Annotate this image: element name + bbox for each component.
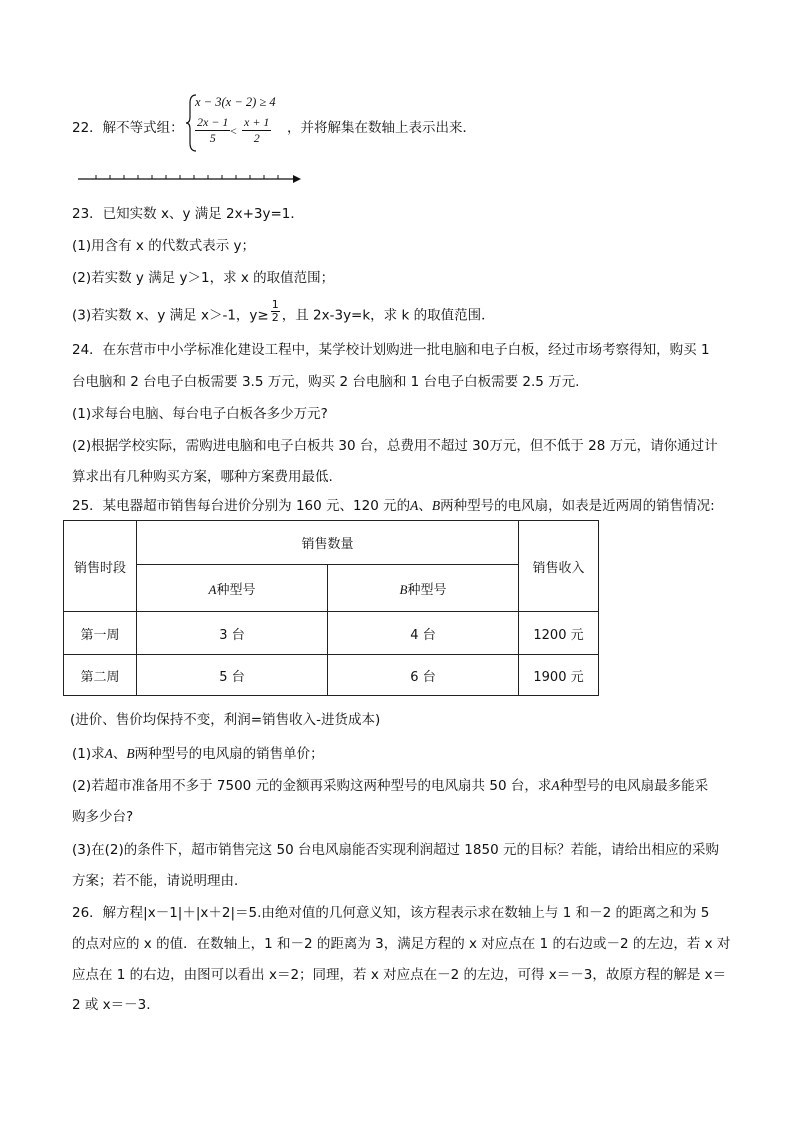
q25-part2-letter-a: A [551,778,560,793]
q22-tail: ，并将解集在数轴上表示出来． [287,120,476,136]
header-quantity: 销售数量 [137,521,519,565]
q22-label [72,118,184,138]
header-type-b [328,565,519,612]
row1-type-b: 4 台 [328,612,519,655]
half-numerator: 1 [271,298,279,311]
q25-stem-start: 25．某电器超市销售每台进价分别为 160 元、120 元的 [72,498,411,514]
sales-table [63,520,599,696]
header-type-a [137,565,328,612]
q23-part3-start: (3)若实数 x、y 满足 x＞-1，y≥ [72,307,269,324]
q23-part1: (1)用含有 x 的代数式表示 y； [72,238,255,254]
row2-type-b: 6 台 [328,655,519,696]
q25-part2-end: 种型号的电风扇最多能采 [559,778,709,794]
inequality-1: x − 3(x − 2) ≥ 4 [195,95,276,109]
q25-stem-letter-b: B [431,498,441,513]
q25-part1 [72,744,324,764]
q23-part3 [72,298,495,328]
q25-stem [72,496,715,516]
q25-part2-start: (2)若超市准备用不多于 7500 元的金额再采购这两种型号的电风扇共 50 台，求 [72,778,552,794]
q22-number: 22．解不等式组： [72,120,184,136]
q23-part3-end: ，且 2x-3y=k，求 k 的取值范围． [281,307,495,324]
q25-part2-line2: 购多少台? [72,809,134,825]
header-type-b-letter: B [399,581,408,597]
header-period: 销售时段 [64,521,137,612]
q25-note: (进价、售价均保持不变，利润=销售收入-进货成本) [70,712,381,728]
fraction-1 [195,115,230,146]
header-income: 销售收入 [519,521,599,612]
table-row [64,655,599,696]
q24-part2-line2: 算求出有几种购买方案，哪种方案费用最低. [72,469,333,485]
q25-stem-end: 两种型号的电风扇，如表是近两周的销售情况: [440,498,715,514]
q23-stem: 23．已知实数 x、y 满足 2x+3y=1． [72,206,304,222]
row1-period: 第一周 [64,612,137,655]
q24-part1: (1)求每台电脑、每台电子白板各多少万元? [72,406,328,422]
q25-part1-letter-b: B [126,746,135,761]
row2-type-a: 5 台 [137,655,328,696]
q25-part3-line2: 方案；若不能，请说明理由． [72,873,248,889]
header-type-a-label: 种型号 [216,582,256,598]
q25-stem-letter-a: A [410,498,419,513]
row2-period: 第二周 [64,655,137,696]
q25-part1-start: (1)求 [72,746,105,762]
q26-line3: 应点在 1 的右边，由图可以看出 x＝2；同理，若 x 对应点在－2 的左边，可得 x＝－3，故原方程的解是 x＝ [72,967,727,983]
table-row [64,612,599,655]
half-fraction [271,299,280,324]
q24-stem-line1: 24．在东营市中小学标准化建设工程中，某学校计划购进一批电脑和电子白板，经过市场考察得知，购买 1 [72,342,710,358]
inequality-system [185,93,285,155]
q25-part1-end: 两种型号的电风扇的销售单价； [134,746,324,762]
q25-part1-separator: 、 [112,746,127,762]
header-type-b-label: 种型号 [407,582,447,598]
row1-income: 1200 元 [519,612,599,655]
q25-part3-line1: (3)在(2)的条件下，超市销售完这 50 台电风扇能否实现利润超过 1850 元的目标？若能，请给出相应的采购 [72,842,719,858]
row1-type-a: 3 台 [137,612,328,655]
q26-line2: 的点对应的 x 的值．在数轴上，1 和－2 的距离为 3，满足方程的 x 对应点在 1 的右边或－2 的左边，若 x 对 [72,936,731,952]
fraction-1-numerator: 2x − 1 [197,115,229,129]
q24-stem-line2: 台电脑和 2 台电子白板需要 3.5 万元，购买 2 台电脑和 1 台电子白板需要 2.5 万元. [72,374,580,390]
fraction-2 [242,115,271,146]
number-line [78,170,306,188]
q25-part1-letter-a: A [104,746,113,761]
half-denominator: 2 [271,311,279,324]
q25-stem-separator: 、 [418,498,432,514]
header-type-a-letter: A [208,581,217,597]
fraction-2-denominator: 2 [253,131,260,145]
q25-part2-line1 [72,776,708,796]
q24-part2-line1: (2)根据学校实际，需购进电脑和电子白板共 30 台，总费用不超过 30万元，但不低于 28 万元，请你通过计 [72,438,718,454]
fraction-1-denominator: 5 [209,131,216,145]
fraction-2-numerator: x + 1 [244,115,270,129]
less-than-sign: < [230,124,237,138]
row2-income: 1900 元 [519,655,599,696]
q26-line1: 26．解方程|x－1|＋|x＋2|＝5.由绝对值的几何意义知，该方程表示求在数轴上与 1 和－2 的距离之和为 5 [72,905,710,921]
q26-line4: 2 或 x＝－3. [72,997,151,1013]
q23-part2: (2)若实数 y 满足 y＞1，求 x 的取值范围； [72,270,335,286]
